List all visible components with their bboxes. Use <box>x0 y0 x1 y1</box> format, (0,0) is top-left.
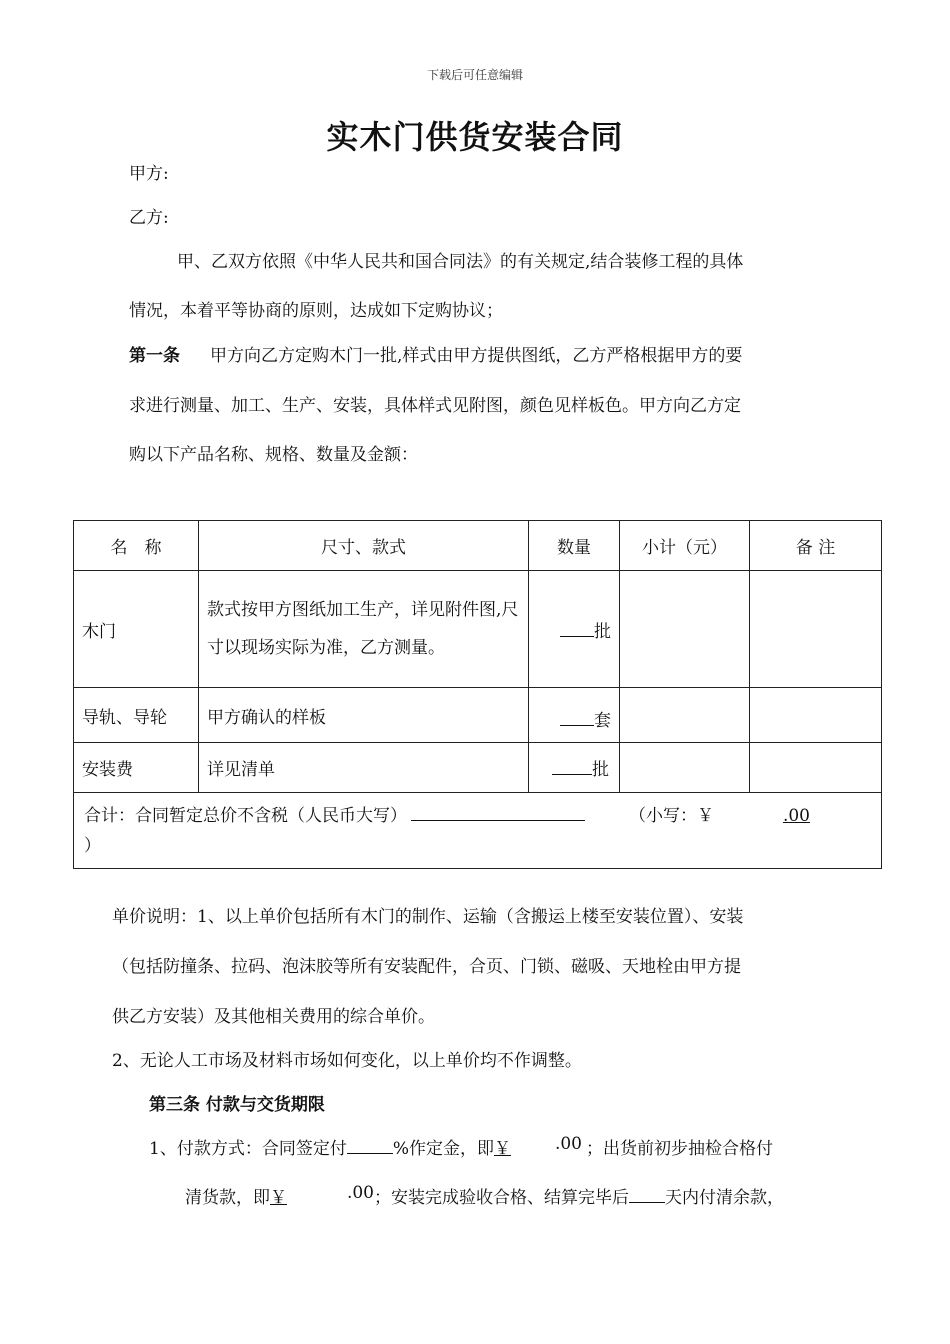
header-note: 下载后可任意编辑 <box>426 68 523 82</box>
document-title: 实木门供货安装合同 <box>326 118 624 156</box>
article1-line-3: 购以下产品名称、规格、数量及金额： <box>129 445 418 465</box>
price-note-line-3: 供乙方安装）及其他相关费用的综合单价。 <box>112 1007 435 1027</box>
table-row <box>74 571 882 688</box>
qty-blank[interactable] <box>560 709 594 726</box>
price-note-item-2: 2、无论人工市场及材料市场如何变化，以上单价均不作调整。 <box>112 1051 582 1071</box>
article1-label: 第一条 <box>129 346 180 366</box>
balance-amount-value: .00 <box>346 1183 374 1203</box>
total-small-label: （小写：￥ <box>629 805 714 826</box>
article1-text-1: 甲方向乙方定购木门一批,样式由甲方提供图纸，乙方严格根据甲方的要 <box>210 346 743 366</box>
payment-text-b: %作定金，即 <box>392 1139 494 1159</box>
total-amount-blank[interactable] <box>411 804 585 821</box>
col-header-subtotal: 小计（元） <box>620 521 750 571</box>
table-total-row <box>74 793 882 869</box>
table-row <box>74 743 882 793</box>
order-table <box>73 520 882 869</box>
cell-subtotal <box>620 743 750 793</box>
qty-blank[interactable] <box>560 620 594 637</box>
cell-subtotal <box>620 688 750 743</box>
balance-amount[interactable] <box>270 1183 374 1208</box>
total-close: ） <box>84 835 101 856</box>
qty-unit: 批 <box>592 760 609 780</box>
payment-text-e: ；安装完成验收合格、结算完毕后 <box>374 1188 629 1208</box>
cell-qty <box>529 743 620 793</box>
col-header-qty: 数量 <box>529 521 620 571</box>
cell-remark <box>750 688 882 743</box>
payment-text-c: ；出货前初步抽检合格付 <box>585 1139 773 1159</box>
party-b-label: 乙方: <box>129 208 169 228</box>
price-note-line-1: 单价说明：1、以上单价包括所有木门的制作、运输（含搬运上楼至安装位置）、安装 <box>112 907 744 927</box>
yen-symbol: ￥ <box>270 1188 287 1208</box>
article3-heading: 第三条 付款与交货期限 <box>149 1095 325 1115</box>
cell-spec: 甲方确认的样板 <box>199 688 529 743</box>
col-header-remark: 备 注 <box>750 521 882 571</box>
total-small-value[interactable]: .00 <box>782 805 810 826</box>
cell-remark <box>750 743 882 793</box>
price-note-line-2: （包括防撞条、拉码、泡沫胶等所有安装配件，合页、门锁、磁吸、天地栓由甲方提 <box>112 957 741 977</box>
cell-total <box>74 793 882 869</box>
deposit-percent-blank[interactable] <box>347 1135 393 1154</box>
col-header-name: 名 称 <box>74 521 199 571</box>
col-header-spec: 尺寸、款式 <box>199 521 529 571</box>
cell-spec: 款式按甲方图纸加工生产，详见附件图,尺寸以现场实际为准，乙方测量。 <box>199 571 529 688</box>
cell-spec: 详见清单 <box>199 743 529 793</box>
payment-line-2 <box>185 1183 784 1208</box>
payment-line-1 <box>149 1134 773 1159</box>
table-row <box>74 688 882 743</box>
table-header-row <box>74 521 882 571</box>
party-a-label: 甲方: <box>129 164 169 184</box>
days-blank[interactable] <box>629 1184 665 1203</box>
deposit-amount-value: .00 <box>554 1134 582 1154</box>
intro-line-2: 情况，本着平等协商的原则，达成如下定购协议； <box>129 301 503 321</box>
payment-text-d: 清货款，即 <box>185 1188 270 1208</box>
payment-text-a: 1、付款方式：合同签定付 <box>149 1139 347 1159</box>
cell-qty <box>529 571 620 688</box>
article1-line-2: 求进行测量、加工、生产、安装，具体样式见附图，颜色见样板色。甲方向乙方定 <box>129 396 741 416</box>
article1-line-1 <box>129 341 742 366</box>
cell-qty <box>529 688 620 743</box>
cell-subtotal <box>620 571 750 688</box>
payment-text-f: 天内付清余款， <box>665 1188 784 1208</box>
total-label: 合计：合同暂定总价不含税（人民币大写） <box>84 805 407 826</box>
cell-name: 木门 <box>74 571 199 688</box>
qty-blank[interactable] <box>552 758 592 775</box>
cell-name: 导轨、导轮 <box>74 688 199 743</box>
cell-name: 安装费 <box>74 743 199 793</box>
yen-symbol: ￥ <box>493 1139 511 1159</box>
cell-remark <box>750 571 882 688</box>
deposit-amount[interactable] <box>494 1134 586 1159</box>
qty-unit: 批 <box>594 621 611 642</box>
qty-unit: 套 <box>594 710 611 731</box>
intro-line-1: 甲、乙双方依照《中华人民共和国合同法》的有关规定,结合装修工程的具体 <box>177 252 744 272</box>
